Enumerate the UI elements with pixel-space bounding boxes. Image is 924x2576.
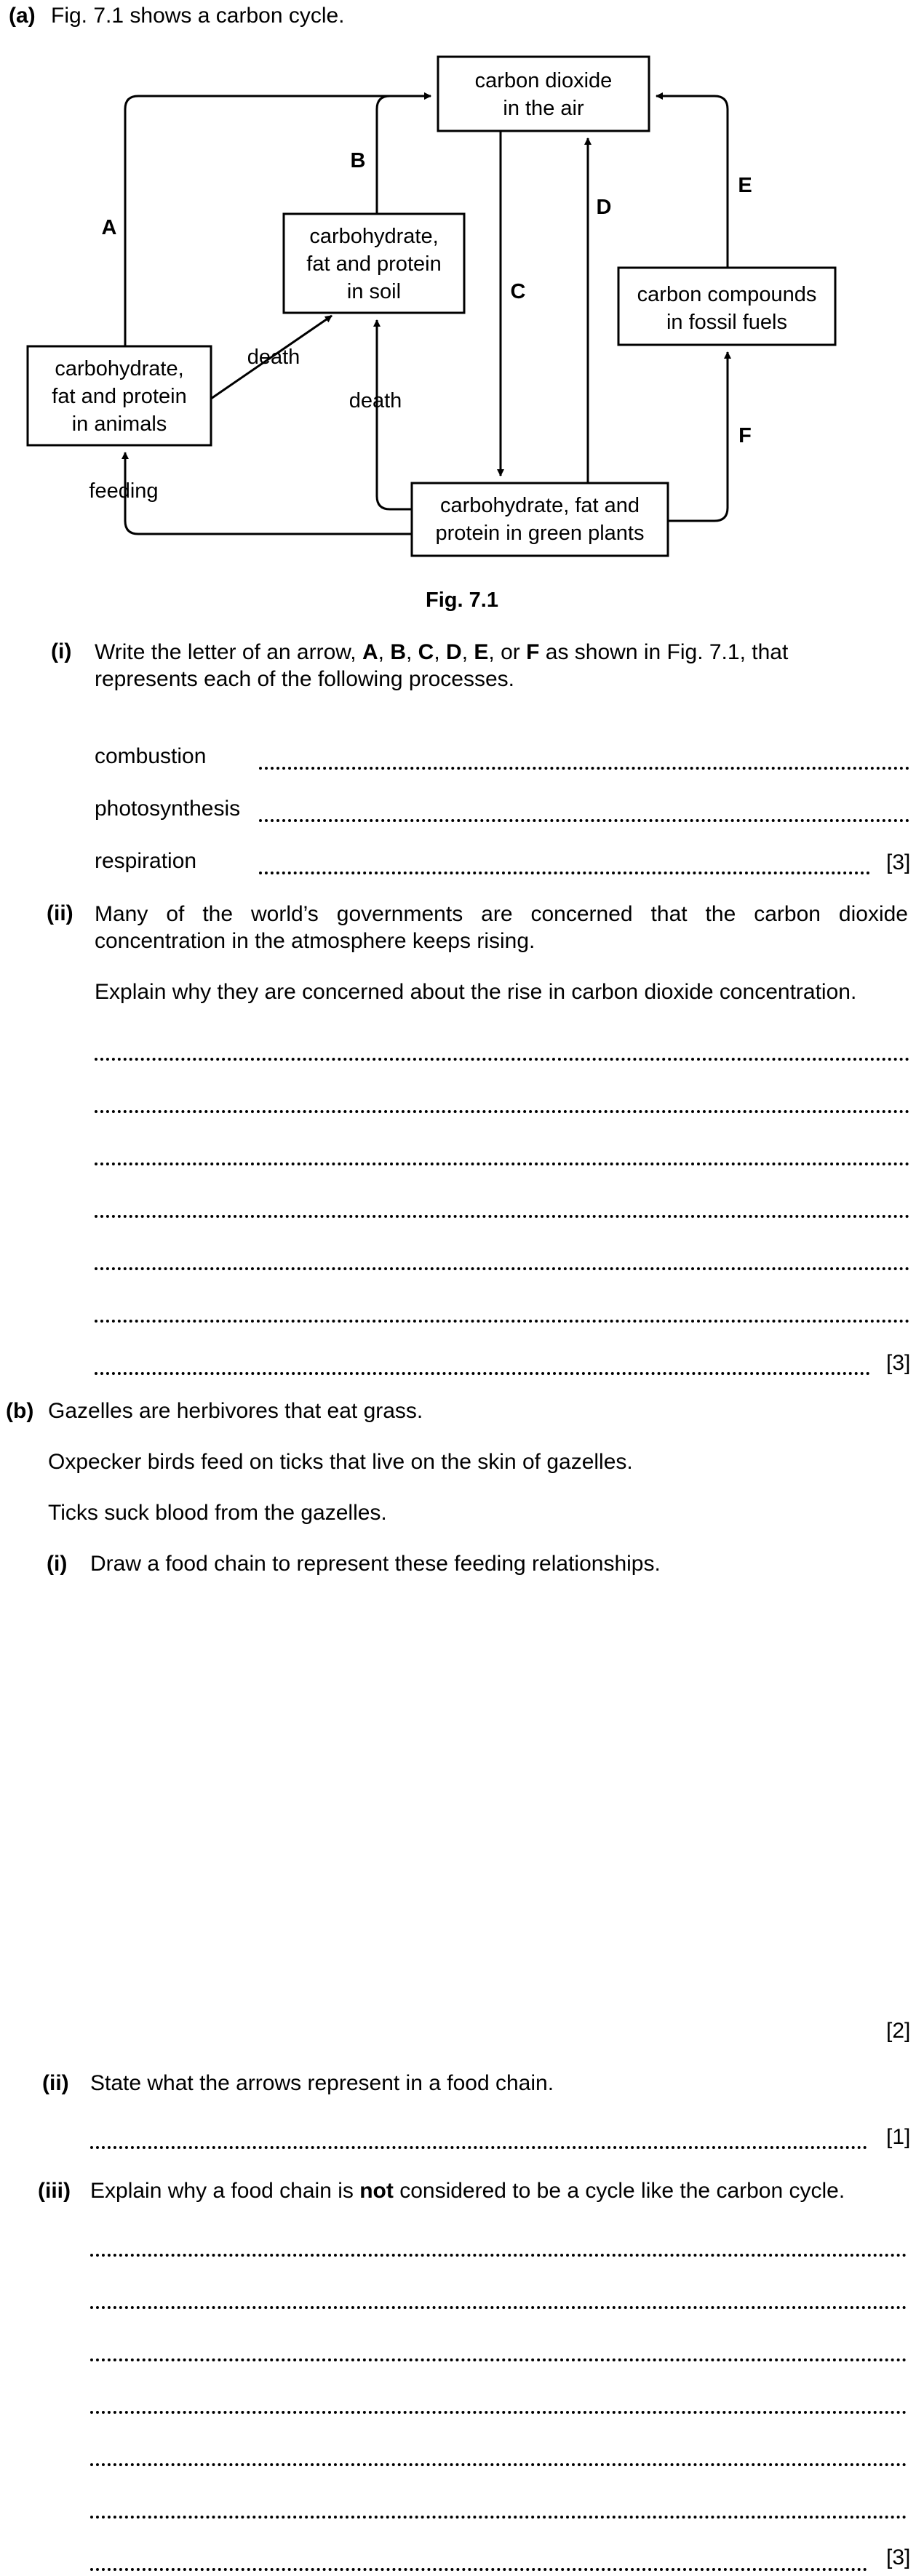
marks-a-i: [3] (886, 850, 911, 874)
q-a-i-text: Write the letter of an arrow, A, B, C, D, E, or F as shown in Fig. 7.1, that (95, 640, 789, 664)
arrow-feeding (125, 452, 412, 534)
q-a-ii-line1: Many of the world’s governments are concerned that the carbon dioxide (95, 902, 908, 926)
carbon-cycle-diagram (0, 0, 924, 626)
label-death-plants: death (349, 389, 402, 412)
q-a-ii-prompt: Explain why they are concerned about the rise in carbon dioxide concentration. (95, 980, 857, 1004)
q-b-iii-text: Explain why a food chain is not considered to be a cycle like the carbon cycle. (90, 2179, 845, 2203)
arrow-label-a: A (101, 216, 117, 239)
answer-line-a-ii-6[interactable] (95, 1320, 909, 1323)
marks-b-iii: [3] (886, 2545, 911, 2569)
part-b-line3: Ticks suck blood from the gazelles. (48, 1501, 387, 1525)
part-b-line1: Gazelles are herbivores that eat grass. (48, 1399, 423, 1423)
q-b-i-number: (i) (47, 1552, 68, 1576)
arrow-a (125, 96, 431, 346)
q-b-ii-number: (ii) (42, 2071, 69, 2095)
part-b-label: (b) (6, 1399, 34, 1423)
part-a-intro: Fig. 7.1 shows a carbon cycle. (51, 4, 345, 28)
q-a-i-text-line2: represents each of the following processes. (95, 667, 514, 691)
arrow-death-plants (377, 320, 412, 509)
figure-caption: Fig. 7.1 (426, 589, 498, 612)
box-fossil-text: carbon compounds in fossil fuels (637, 283, 817, 334)
label-death-animals: death (247, 346, 300, 369)
answer-line-a-ii-5[interactable] (95, 1267, 909, 1270)
marks-a-ii: [3] (886, 1351, 911, 1375)
box-co2-air-text: carbon dioxide in the air (474, 69, 613, 120)
answer-line-photosynthesis[interactable] (259, 819, 909, 822)
answer-line-b-ii[interactable] (90, 2146, 867, 2149)
box-soil-text: carbohydrate, fat and protein in soil (306, 225, 442, 303)
answer-line-a-ii-2[interactable] (95, 1110, 909, 1113)
q-a-i-number: (i) (51, 639, 72, 663)
answer-line-combustion[interactable] (259, 767, 909, 770)
answer-line-b-iii-2[interactable] (90, 2306, 907, 2309)
answer-line-a-ii-1[interactable] (95, 1058, 909, 1061)
q-b-iii-number: (iii) (38, 2179, 71, 2203)
answer-line-b-iii-5[interactable] (90, 2463, 907, 2466)
row-label-combustion: combustion (95, 744, 207, 768)
q-a-ii-number: (ii) (47, 901, 73, 925)
answer-line-b-iii-4[interactable] (90, 2411, 907, 2414)
answer-line-b-iii-1[interactable] (90, 2254, 907, 2257)
arrow-label-e: E (738, 174, 752, 197)
label-feeding: feeding (89, 479, 159, 503)
answer-line-a-ii-4[interactable] (95, 1215, 909, 1218)
box-plants-text: carbohydrate, fat and protein in green plants (435, 494, 645, 545)
arrow-f (668, 352, 728, 521)
q-b-i-text: Draw a food chain to represent these feeding relationships. (90, 1552, 661, 1576)
answer-line-a-ii-7[interactable] (95, 1372, 870, 1375)
arrow-label-d: D (596, 196, 612, 219)
q-a-ii-line2: concentration in the atmosphere keeps rising. (95, 929, 535, 953)
marks-b-ii: [1] (886, 2125, 911, 2149)
answer-line-a-ii-3[interactable] (95, 1163, 909, 1165)
answer-line-b-iii-7[interactable] (90, 2568, 867, 2571)
arrow-label-f: F (738, 424, 752, 447)
part-a-label: (a) (9, 4, 36, 28)
box-animals-text: carbohydrate, fat and protein in animals (52, 357, 187, 436)
arrow-b (377, 96, 431, 214)
marks-b-i: [2] (886, 2019, 911, 2043)
arrow-e (656, 96, 728, 268)
answer-line-b-iii-6[interactable] (90, 2516, 907, 2519)
answer-line-b-iii-3[interactable] (90, 2358, 907, 2361)
q-b-ii-text: State what the arrows represent in a food chain. (90, 2071, 554, 2095)
row-label-respiration: respiration (95, 849, 197, 873)
row-label-photosynthesis: photosynthesis (95, 797, 241, 821)
arrow-label-c: C (510, 280, 526, 303)
arrow-label-b: B (350, 149, 366, 172)
part-b-line2: Oxpecker birds feed on ticks that live on the skin of gazelles. (48, 1450, 633, 1474)
food-chain-drawing-area[interactable] (90, 1593, 891, 2001)
answer-line-respiration[interactable] (259, 872, 870, 874)
